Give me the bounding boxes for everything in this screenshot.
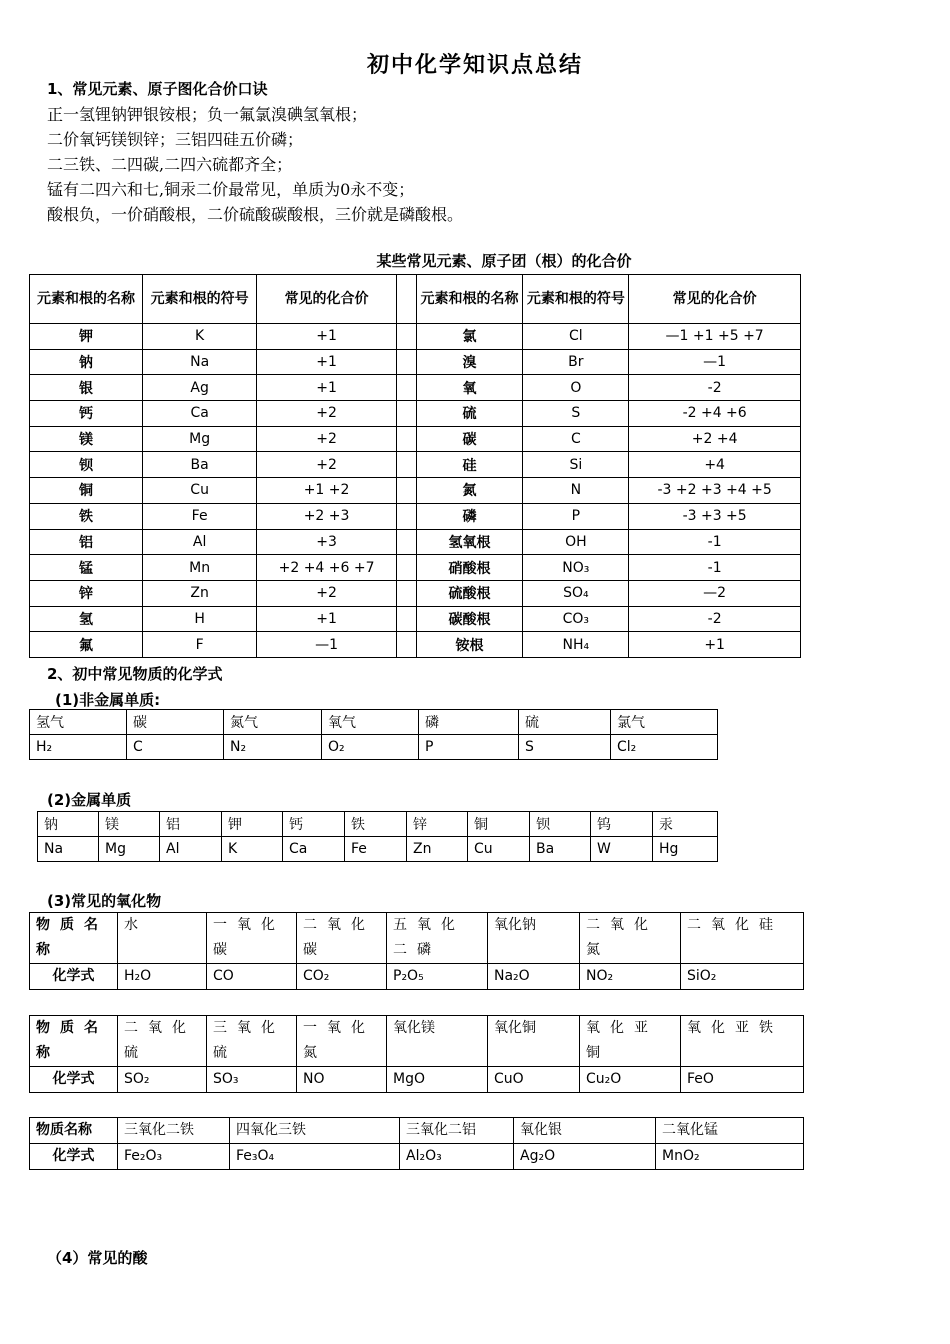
element-name: 钠 (30, 349, 143, 375)
metal-names-row (38, 812, 718, 837)
metal-formulas-row (38, 837, 718, 862)
element-symbol: C (523, 426, 629, 452)
oxide-formula-label: 化学式 (30, 1067, 118, 1093)
table-gap (396, 452, 416, 478)
element-name: 氟 (30, 632, 143, 658)
substance-name: 氯气 (611, 710, 718, 735)
oxide-formula: Al₂O₃ (400, 1144, 514, 1170)
chemical-formula: Zn (407, 837, 468, 862)
element-valence: -1 (629, 529, 801, 555)
substance-name: 氮气 (224, 710, 322, 735)
valence-row (30, 478, 801, 504)
table-gap (396, 478, 416, 504)
element-symbol: SO₄ (523, 580, 629, 606)
element-symbol: H (143, 606, 257, 632)
header-name-right: 元素和根的名称 (416, 275, 523, 324)
oxide-name: 四氧化三铁 (230, 1118, 400, 1144)
chemical-formula: Cl₂ (611, 735, 718, 760)
element-symbol: Na (143, 349, 257, 375)
element-valence: +1 (629, 632, 801, 658)
element-valence: -1 (629, 555, 801, 581)
oxide-formula: Fe₃O₄ (230, 1144, 400, 1170)
element-name: 镁 (30, 426, 143, 452)
element-symbol: F (143, 632, 257, 658)
oxide-table-3-formulas-row (30, 1144, 804, 1170)
valence-row (30, 324, 801, 350)
table-gap (396, 349, 416, 375)
substance-name: 锌 (407, 812, 468, 837)
element-symbol: CO₃ (523, 606, 629, 632)
substance-name: 硫 (519, 710, 611, 735)
element-valence: +1 (257, 606, 397, 632)
element-symbol: P (523, 503, 629, 529)
element-valence: —1 +1 +5 +7 (629, 324, 801, 350)
oxides-label: (3)常见的氧化物 (47, 892, 162, 910)
oxide-name: 一氧化氮 (297, 1016, 387, 1067)
chemical-formula: Ba (530, 837, 591, 862)
oxide-name: 五氧化二磷 (387, 913, 488, 964)
element-symbol: Ca (143, 401, 257, 427)
oxide-formula: CO (207, 964, 297, 990)
table-gap (396, 324, 416, 350)
valence-row (30, 580, 801, 606)
header-symbol: 元素和根的符号 (143, 275, 257, 324)
chemical-formula: Ca (283, 837, 345, 862)
section2-heading: 2、初中常见物质的化学式 (47, 665, 223, 683)
nonmetal-names-row (30, 710, 718, 735)
element-symbol: O (523, 375, 629, 401)
oxide-table-1-names-row (30, 913, 804, 964)
substance-name: 钙 (283, 812, 345, 837)
substance-name: 镁 (99, 812, 160, 837)
table-gap (396, 503, 416, 529)
element-name: 铵根 (416, 632, 523, 658)
header-symbol-right: 元素和根的符号 (523, 275, 629, 324)
element-symbol: Cl (523, 324, 629, 350)
valence-row (30, 555, 801, 581)
oxide-formula: NO (297, 1067, 387, 1093)
element-symbol: Zn (143, 580, 257, 606)
oxide-formula: Ag₂O (514, 1144, 656, 1170)
oxide-name: 三氧化二铁 (118, 1118, 230, 1144)
metal-table (37, 811, 718, 862)
mnemonic-line-1: 正一氢锂钠钾银铵根；负一氟氯溴碘氢氧根； (47, 105, 368, 124)
table-gap (396, 580, 416, 606)
substance-name: 钨 (591, 812, 653, 837)
chemical-formula: N₂ (224, 735, 322, 760)
element-valence: —1 (629, 349, 801, 375)
metal-label: (2)金属单质 (47, 791, 132, 809)
element-symbol: Mn (143, 555, 257, 581)
element-valence: -2 (629, 375, 801, 401)
element-name: 氮 (416, 478, 523, 504)
oxide-table-3-names-row (30, 1118, 804, 1144)
oxide-formula: NO₂ (580, 964, 681, 990)
valence-row (30, 529, 801, 555)
chemical-formula: P (419, 735, 519, 760)
nonmetal-table (29, 709, 718, 760)
oxide-name: 一氧化碳 (207, 913, 297, 964)
element-valence: +2 (257, 401, 397, 427)
element-name: 铁 (30, 503, 143, 529)
element-name: 氢 (30, 606, 143, 632)
oxide-name: 二氧化硅 (681, 913, 804, 964)
element-name: 氯 (416, 324, 523, 350)
valence-row (30, 375, 801, 401)
element-name: 碳 (416, 426, 523, 452)
element-symbol: Cu (143, 478, 257, 504)
oxide-formula-label: 化学式 (30, 964, 118, 990)
oxide-formula: MnO₂ (656, 1144, 804, 1170)
header-valence-right: 常见的化合价 (629, 275, 801, 324)
element-valence: +1 (257, 324, 397, 350)
table-gap (396, 529, 416, 555)
element-name: 钾 (30, 324, 143, 350)
element-symbol: Ba (143, 452, 257, 478)
substance-name: 汞 (653, 812, 718, 837)
chemical-formula: S (519, 735, 611, 760)
chemical-formula: W (591, 837, 653, 862)
element-valence: -3 +3 +5 (629, 503, 801, 529)
substance-name: 磷 (419, 710, 519, 735)
oxide-table-3 (29, 1117, 804, 1170)
mnemonic-line-5: 酸根负，一价硝酸根，二价硫酸碳酸根，三价就是磷酸根。 (47, 205, 464, 224)
element-name: 钡 (30, 452, 143, 478)
substance-name: 氧气 (322, 710, 419, 735)
table-gap (396, 275, 416, 324)
oxide-formula: CuO (488, 1067, 580, 1093)
element-valence: -2 (629, 606, 801, 632)
substance-name: 碳 (127, 710, 224, 735)
oxide-name: 二氧化硫 (118, 1016, 207, 1067)
oxide-formula: Fe₂O₃ (118, 1144, 230, 1170)
oxide-table-2 (29, 1015, 804, 1093)
valence-row (30, 401, 801, 427)
chemical-formula: C (127, 735, 224, 760)
element-symbol: Ag (143, 375, 257, 401)
oxide-formula: SO₂ (118, 1067, 207, 1093)
element-valence: +3 (257, 529, 397, 555)
element-name: 硝酸根 (416, 555, 523, 581)
oxide-name: 氧化钠 (488, 913, 580, 964)
valence-row (30, 452, 801, 478)
element-valence: —1 (257, 632, 397, 658)
element-symbol: Fe (143, 503, 257, 529)
oxide-formula: P₂O₅ (387, 964, 488, 990)
oxide-name: 三氧化硫 (207, 1016, 297, 1067)
chemical-formula: Al (160, 837, 222, 862)
document-title: 初中化学知识点总结 (366, 53, 583, 78)
element-symbol: S (523, 401, 629, 427)
element-symbol: Al (143, 529, 257, 555)
substance-name: 铜 (468, 812, 530, 837)
valence-table (29, 274, 801, 658)
table-gap (396, 606, 416, 632)
table-gap (396, 632, 416, 658)
element-symbol: NO₃ (523, 555, 629, 581)
element-name: 氢氧根 (416, 529, 523, 555)
oxide-table-1 (29, 912, 804, 990)
table-gap (396, 555, 416, 581)
oxide-name: 二氧化锰 (656, 1118, 804, 1144)
element-valence: +1 +2 (257, 478, 397, 504)
mnemonic-line-2: 二价氧钙镁钡锌；三铝四硅五价磷； (47, 130, 304, 149)
header-valence: 常见的化合价 (257, 275, 397, 324)
nonmetal-formulas-row (30, 735, 718, 760)
oxide-formula: Cu₂O (580, 1067, 681, 1093)
element-name: 铜 (30, 478, 143, 504)
oxide-formula: SiO₂ (681, 964, 804, 990)
oxide-name: 氧化银 (514, 1118, 656, 1144)
element-valence: —2 (629, 580, 801, 606)
valence-table-title: 某些常见元素、原子团（根）的化合价 (376, 252, 632, 270)
table-gap (396, 375, 416, 401)
chemical-formula: O₂ (322, 735, 419, 760)
chemical-formula: Na (38, 837, 99, 862)
element-name: 氧 (416, 375, 523, 401)
chemical-formula: Fe (345, 837, 407, 862)
oxide-formula-label: 化学式 (30, 1144, 118, 1170)
table-gap (396, 401, 416, 427)
chemical-formula: Hg (653, 837, 718, 862)
oxide-name-label: 物质名称 (30, 1118, 118, 1144)
element-name: 钙 (30, 401, 143, 427)
element-valence: +2 +4 +6 +7 (257, 555, 397, 581)
element-name: 锰 (30, 555, 143, 581)
oxide-name: 氧化铜 (488, 1016, 580, 1067)
table-gap (396, 426, 416, 452)
chemical-formula: K (222, 837, 283, 862)
element-symbol: Mg (143, 426, 257, 452)
element-valence: +2 +4 (629, 426, 801, 452)
valence-row (30, 606, 801, 632)
element-valence: +2 (257, 452, 397, 478)
mnemonic-line-4: 锰有二四六和七,铜汞二价最常见，单质为0永不变； (47, 180, 415, 199)
element-symbol: OH (523, 529, 629, 555)
substance-name: 铝 (160, 812, 222, 837)
nonmetal-label: (1)非金属单质: (55, 691, 161, 709)
element-valence: +1 (257, 375, 397, 401)
chemical-formula: H₂ (30, 735, 127, 760)
oxide-name: 二氧化碳 (297, 913, 387, 964)
element-symbol: Si (523, 452, 629, 478)
valence-row (30, 632, 801, 658)
element-name: 银 (30, 375, 143, 401)
valence-row (30, 503, 801, 529)
oxide-formula: H₂O (118, 964, 207, 990)
element-name: 硅 (416, 452, 523, 478)
element-symbol: NH₄ (523, 632, 629, 658)
substance-name: 钠 (38, 812, 99, 837)
substance-name: 钾 (222, 812, 283, 837)
oxide-table-2-formulas-row (30, 1067, 804, 1093)
valence-row (30, 426, 801, 452)
oxide-name: 水 (118, 913, 207, 964)
section1-heading: 1、常见元素、原子图化合价口诀 (47, 80, 268, 98)
substance-name: 氢气 (30, 710, 127, 735)
oxide-formula: Na₂O (488, 964, 580, 990)
oxide-name: 氧化镁 (387, 1016, 488, 1067)
element-valence: +2 (257, 426, 397, 452)
element-name: 磷 (416, 503, 523, 529)
valence-row (30, 349, 801, 375)
element-name: 碳酸根 (416, 606, 523, 632)
oxide-formula: MgO (387, 1067, 488, 1093)
element-valence: -2 +4 +6 (629, 401, 801, 427)
chemical-formula: Mg (99, 837, 160, 862)
element-symbol: Br (523, 349, 629, 375)
acids-label: （4）常见的酸 (47, 1249, 148, 1267)
element-valence: +2 +3 (257, 503, 397, 529)
oxide-table-2-names-row (30, 1016, 804, 1067)
oxide-name-label: 物质名称 (30, 913, 118, 964)
oxide-name: 氧化亚铁 (681, 1016, 804, 1067)
element-name: 铝 (30, 529, 143, 555)
oxide-table-1-formulas-row (30, 964, 804, 990)
element-symbol: N (523, 478, 629, 504)
element-valence: -3 +2 +3 +4 +5 (629, 478, 801, 504)
substance-name: 铁 (345, 812, 407, 837)
oxide-name-label: 物质名称 (30, 1016, 118, 1067)
oxide-name: 氧化亚铜 (580, 1016, 681, 1067)
oxide-formula: FeO (681, 1067, 804, 1093)
oxide-formula: CO₂ (297, 964, 387, 990)
element-name: 溴 (416, 349, 523, 375)
element-valence: +2 (257, 580, 397, 606)
valence-header-row (30, 275, 801, 324)
header-name: 元素和根的名称 (30, 275, 143, 324)
oxide-name: 二氧化氮 (580, 913, 681, 964)
element-symbol: K (143, 324, 257, 350)
element-name: 锌 (30, 580, 143, 606)
oxide-name: 三氧化二铝 (400, 1118, 514, 1144)
element-valence: +4 (629, 452, 801, 478)
element-valence: +1 (257, 349, 397, 375)
mnemonic-line-3: 二三铁、二四碳,二四六硫都齐全； (47, 155, 293, 174)
substance-name: 钡 (530, 812, 591, 837)
element-name: 硫酸根 (416, 580, 523, 606)
element-name: 硫 (416, 401, 523, 427)
oxide-formula: SO₃ (207, 1067, 297, 1093)
chemical-formula: Cu (468, 837, 530, 862)
